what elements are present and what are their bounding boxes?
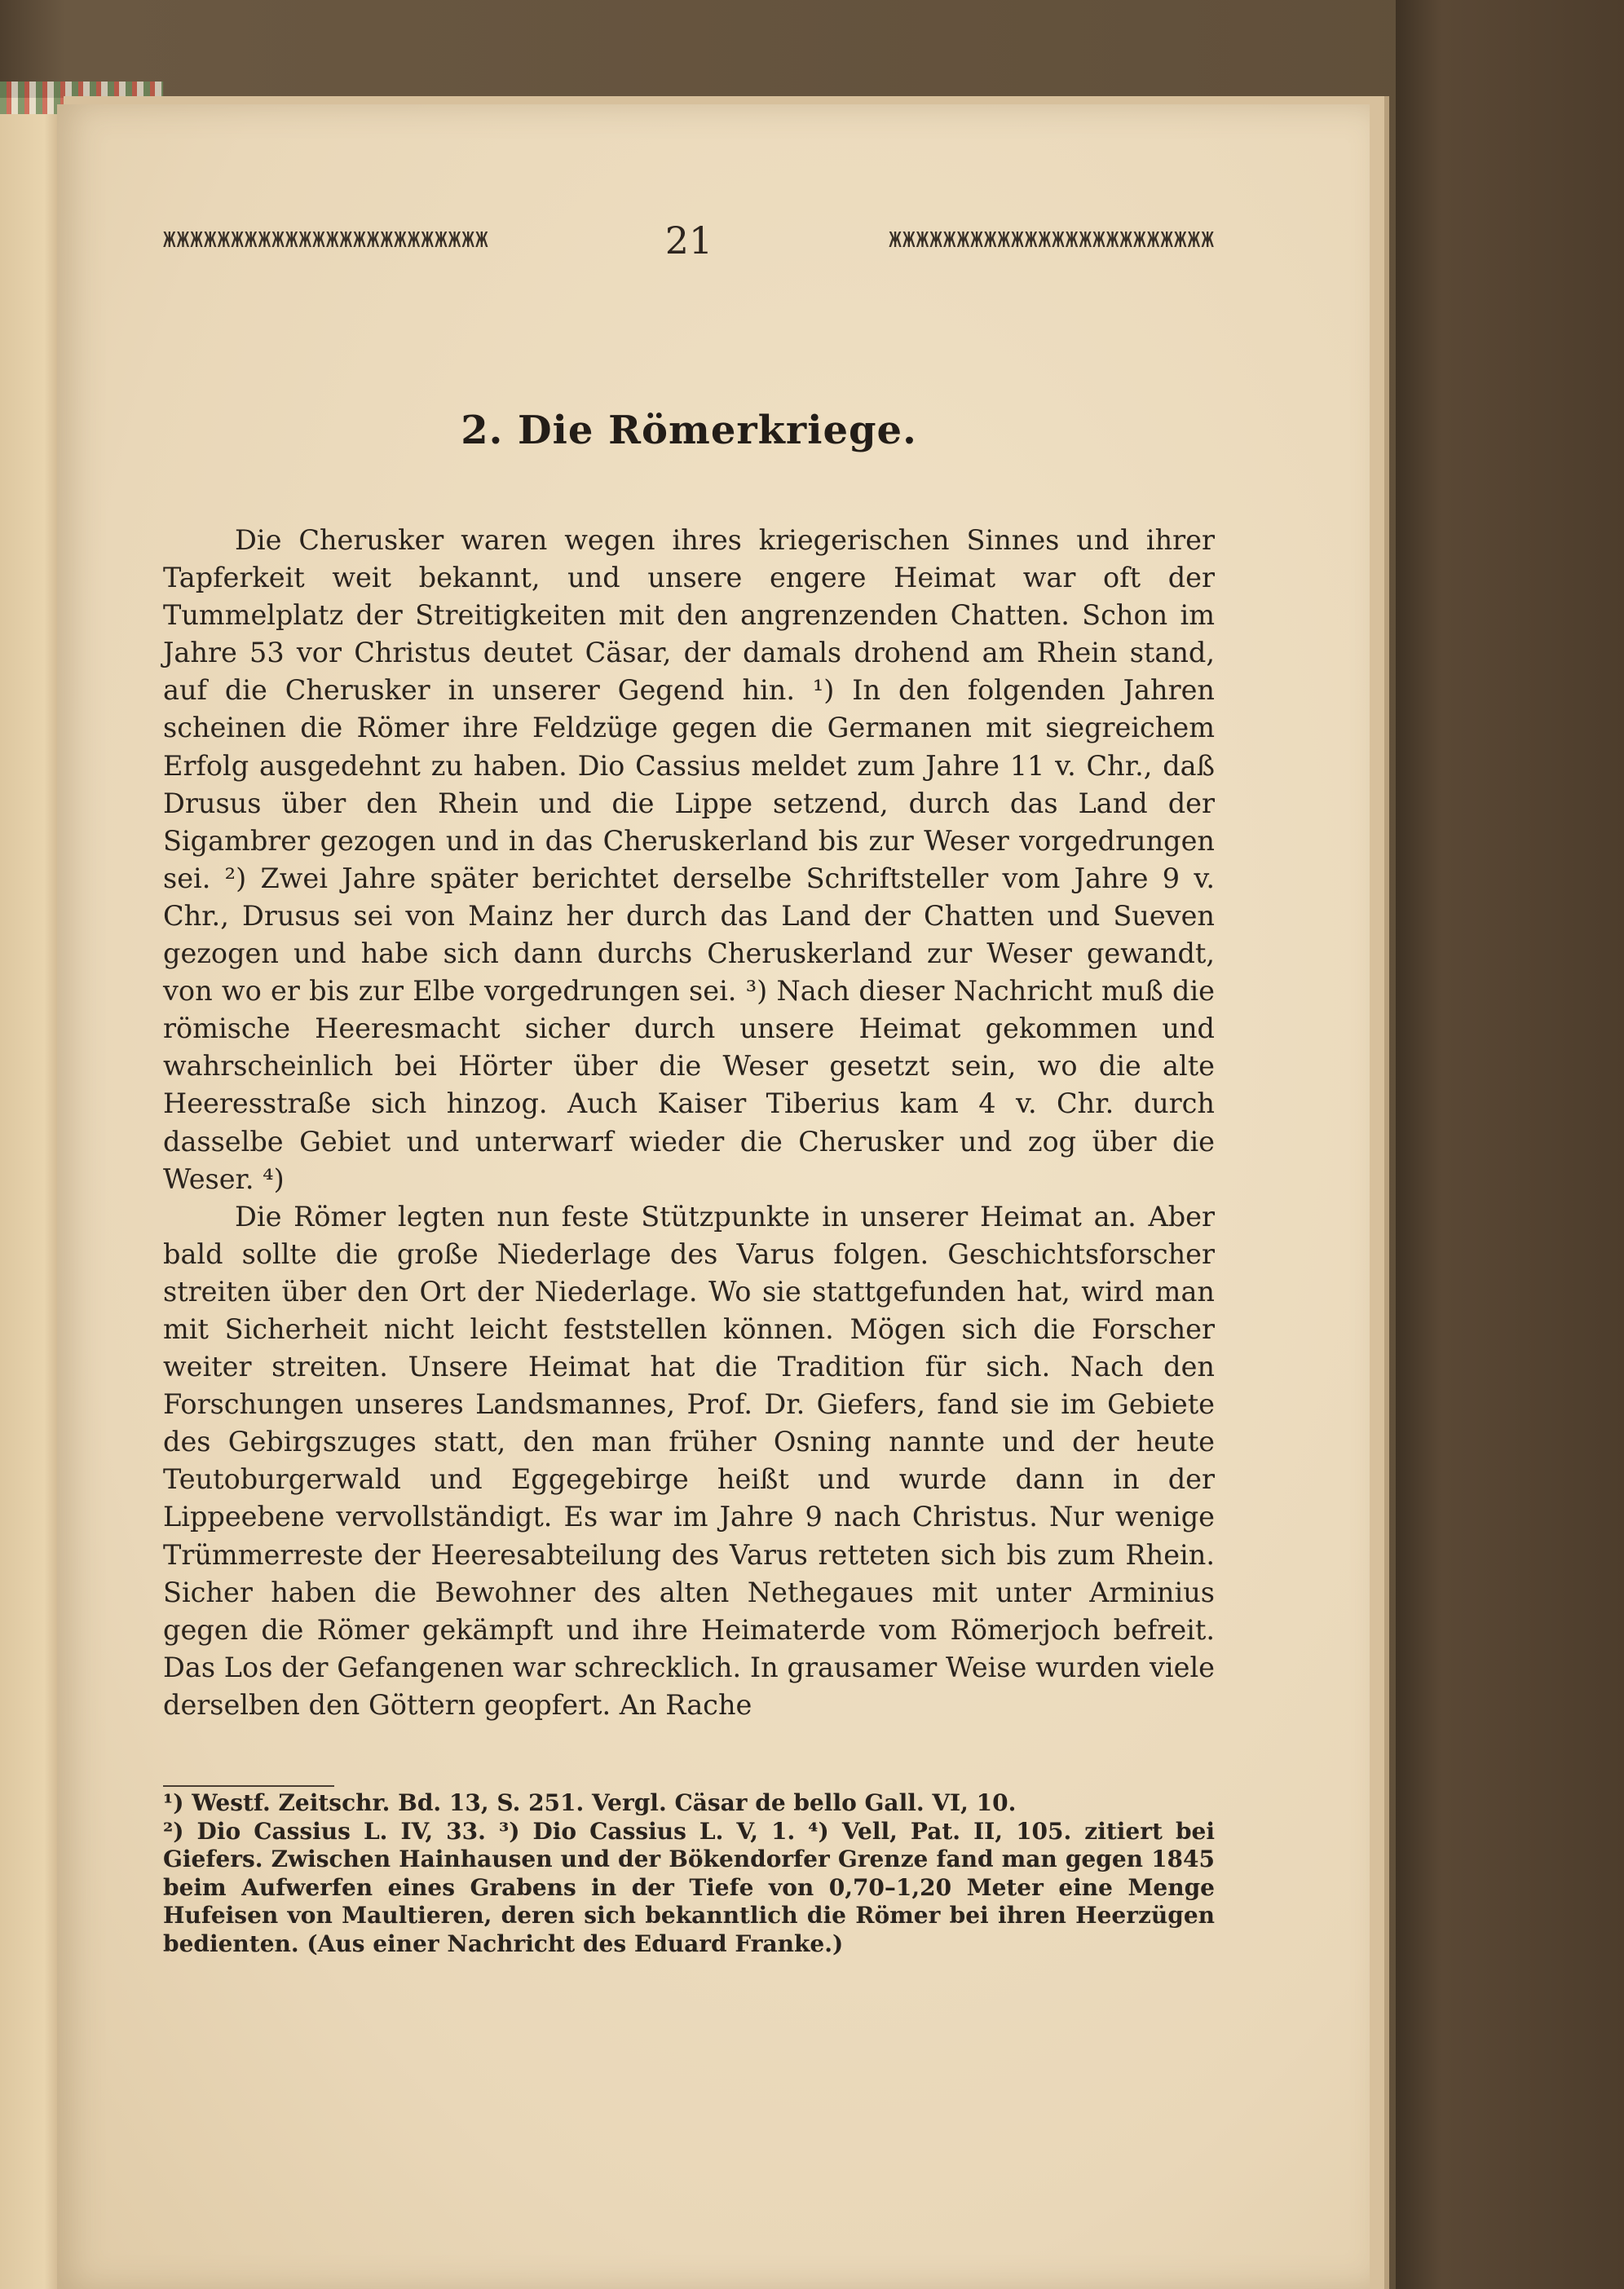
body-text (163, 522, 1215, 1724)
running-head (163, 218, 1215, 262)
chapter-title: 2. Die Römerkriege. (461, 408, 917, 453)
footnotes (163, 1789, 1215, 1958)
scan-backdrop-right (1396, 0, 1624, 2289)
paragraph: Die Cherusker waren wegen ihres kriegerischen Sinnes und ihrer Tapferkeit weit bekannt, und unsere engere Heimat war oft der Tummelplatz der Streitigkeiten mit den angrenzenden Chatten. Schon im Jahre 53 vor Christus deutet Cäsar, der damals drohend am Rhein stand, auf die Cherusker in unserer Gegend hin. ¹) In den folgenden Jahren scheinen die Römer ihre Feldzüge gegen die Germanen mit siegreichem Erfolg ausgedehnt zu haben. Dio Cassius meldet zum Jahre 11 v. Chr., daß Drusus über den Rhein und die Lippe setzend, durch das Land der Sigambrer gezogen und in das Cheruskerland bis zur Weser vorgedrungen sei. ²) Zwei Jahre später berichtet derselbe Schriftsteller vom Jahre 9 v. Chr., Drusus sei von Mainz her durch das Land der Chatten und Sueven gezogen und habe sich dann durchs Cheruskerland zur Weser gewandt, von wo er bis zur Elbe vorgedrungen sei. ³) Nach dieser Nachricht muß die römische Heeresmacht sicher durch unsere Heimat gekommen und wahrscheinlich bei Hörter über die Weser gesetzt sein, wo die alte Heeresstraße sich hinzog. Auch Kaiser Tiberius kam 4 v. Chr. durch dasselbe Gebiet und unterwarf wieder die Cherusker und zog über die Weser. ⁴) (163, 524, 1215, 1195)
paragraph: Die Römer legten nun feste Stützpunkte in unserer Heimat an. Aber bald sollte die große Niederlage des Varus folgen. Geschichtsforscher streiten über den Ort der Niederlage. Wo sie stattgefunden hat, wird man mit Sicherheit nicht leicht feststellen können. Mögen sich die Forscher weiter streiten. Unsere Heimat hat die Tradition für sich. Nach den Forschungen unseres Landsmannes, Prof. Dr. Giefers, fand sie im Gebiete des Gebirgszuges statt, den man früher Osning nannte und der heute Teutoburgerwald und Eggegebirge heißt und wurde dann in der Lippeebene vervollständigt. Es war im Jahre 9 nach Christus. Nur wenige Trümmerreste der Heeresabteilung des Varus retteten sich bis zum Rhein. Sicher haben die Bewohner des alten Nethegaues mit unter Arminius gegen die Römer gekämpft und ihre Heimaterde vom Römerjoch befreit. Das Los der Gefangenen war schrecklich. In grausamer Weise wurden viele derselben den Göttern geopfert. An Rache (163, 1200, 1215, 1721)
footnote: ¹) Westf. Zeitschr. Bd. 13, S. 251. Vergl. Cäsar de bello Gall. VI, 10. (163, 1789, 1017, 1816)
ornament-right: ЖЖЖЖЖЖЖЖЖЖЖЖЖЖЖЖЖЖЖЖЖЖЖЖ (889, 228, 1215, 253)
footnote-divider (163, 1785, 334, 1787)
footnote: ²) Dio Cassius L. IV, 33. ³) Dio Cassius L. V, 1. ⁴) Vell, Pat. II, 105. zitiert bei Giefers. Zwischen Hainhausen und der Bökendorfer Grenze fand man gegen 1845 beim Aufwerfen eines Grabens in der Tiefe von 0,70–1,20 Meter eine Menge Hufeisen von Maultieren, deren sich bekanntlich die Römer bei ihren Heerzügen bedienten. (Aus einer Nachricht des Eduard Franke.) (163, 1817, 1215, 1957)
page-number: 21 (664, 218, 713, 262)
ornament-left: ЖЖЖЖЖЖЖЖЖЖЖЖЖЖЖЖЖЖЖЖЖЖЖЖ (163, 228, 489, 253)
facing-page-edge (0, 98, 66, 2289)
